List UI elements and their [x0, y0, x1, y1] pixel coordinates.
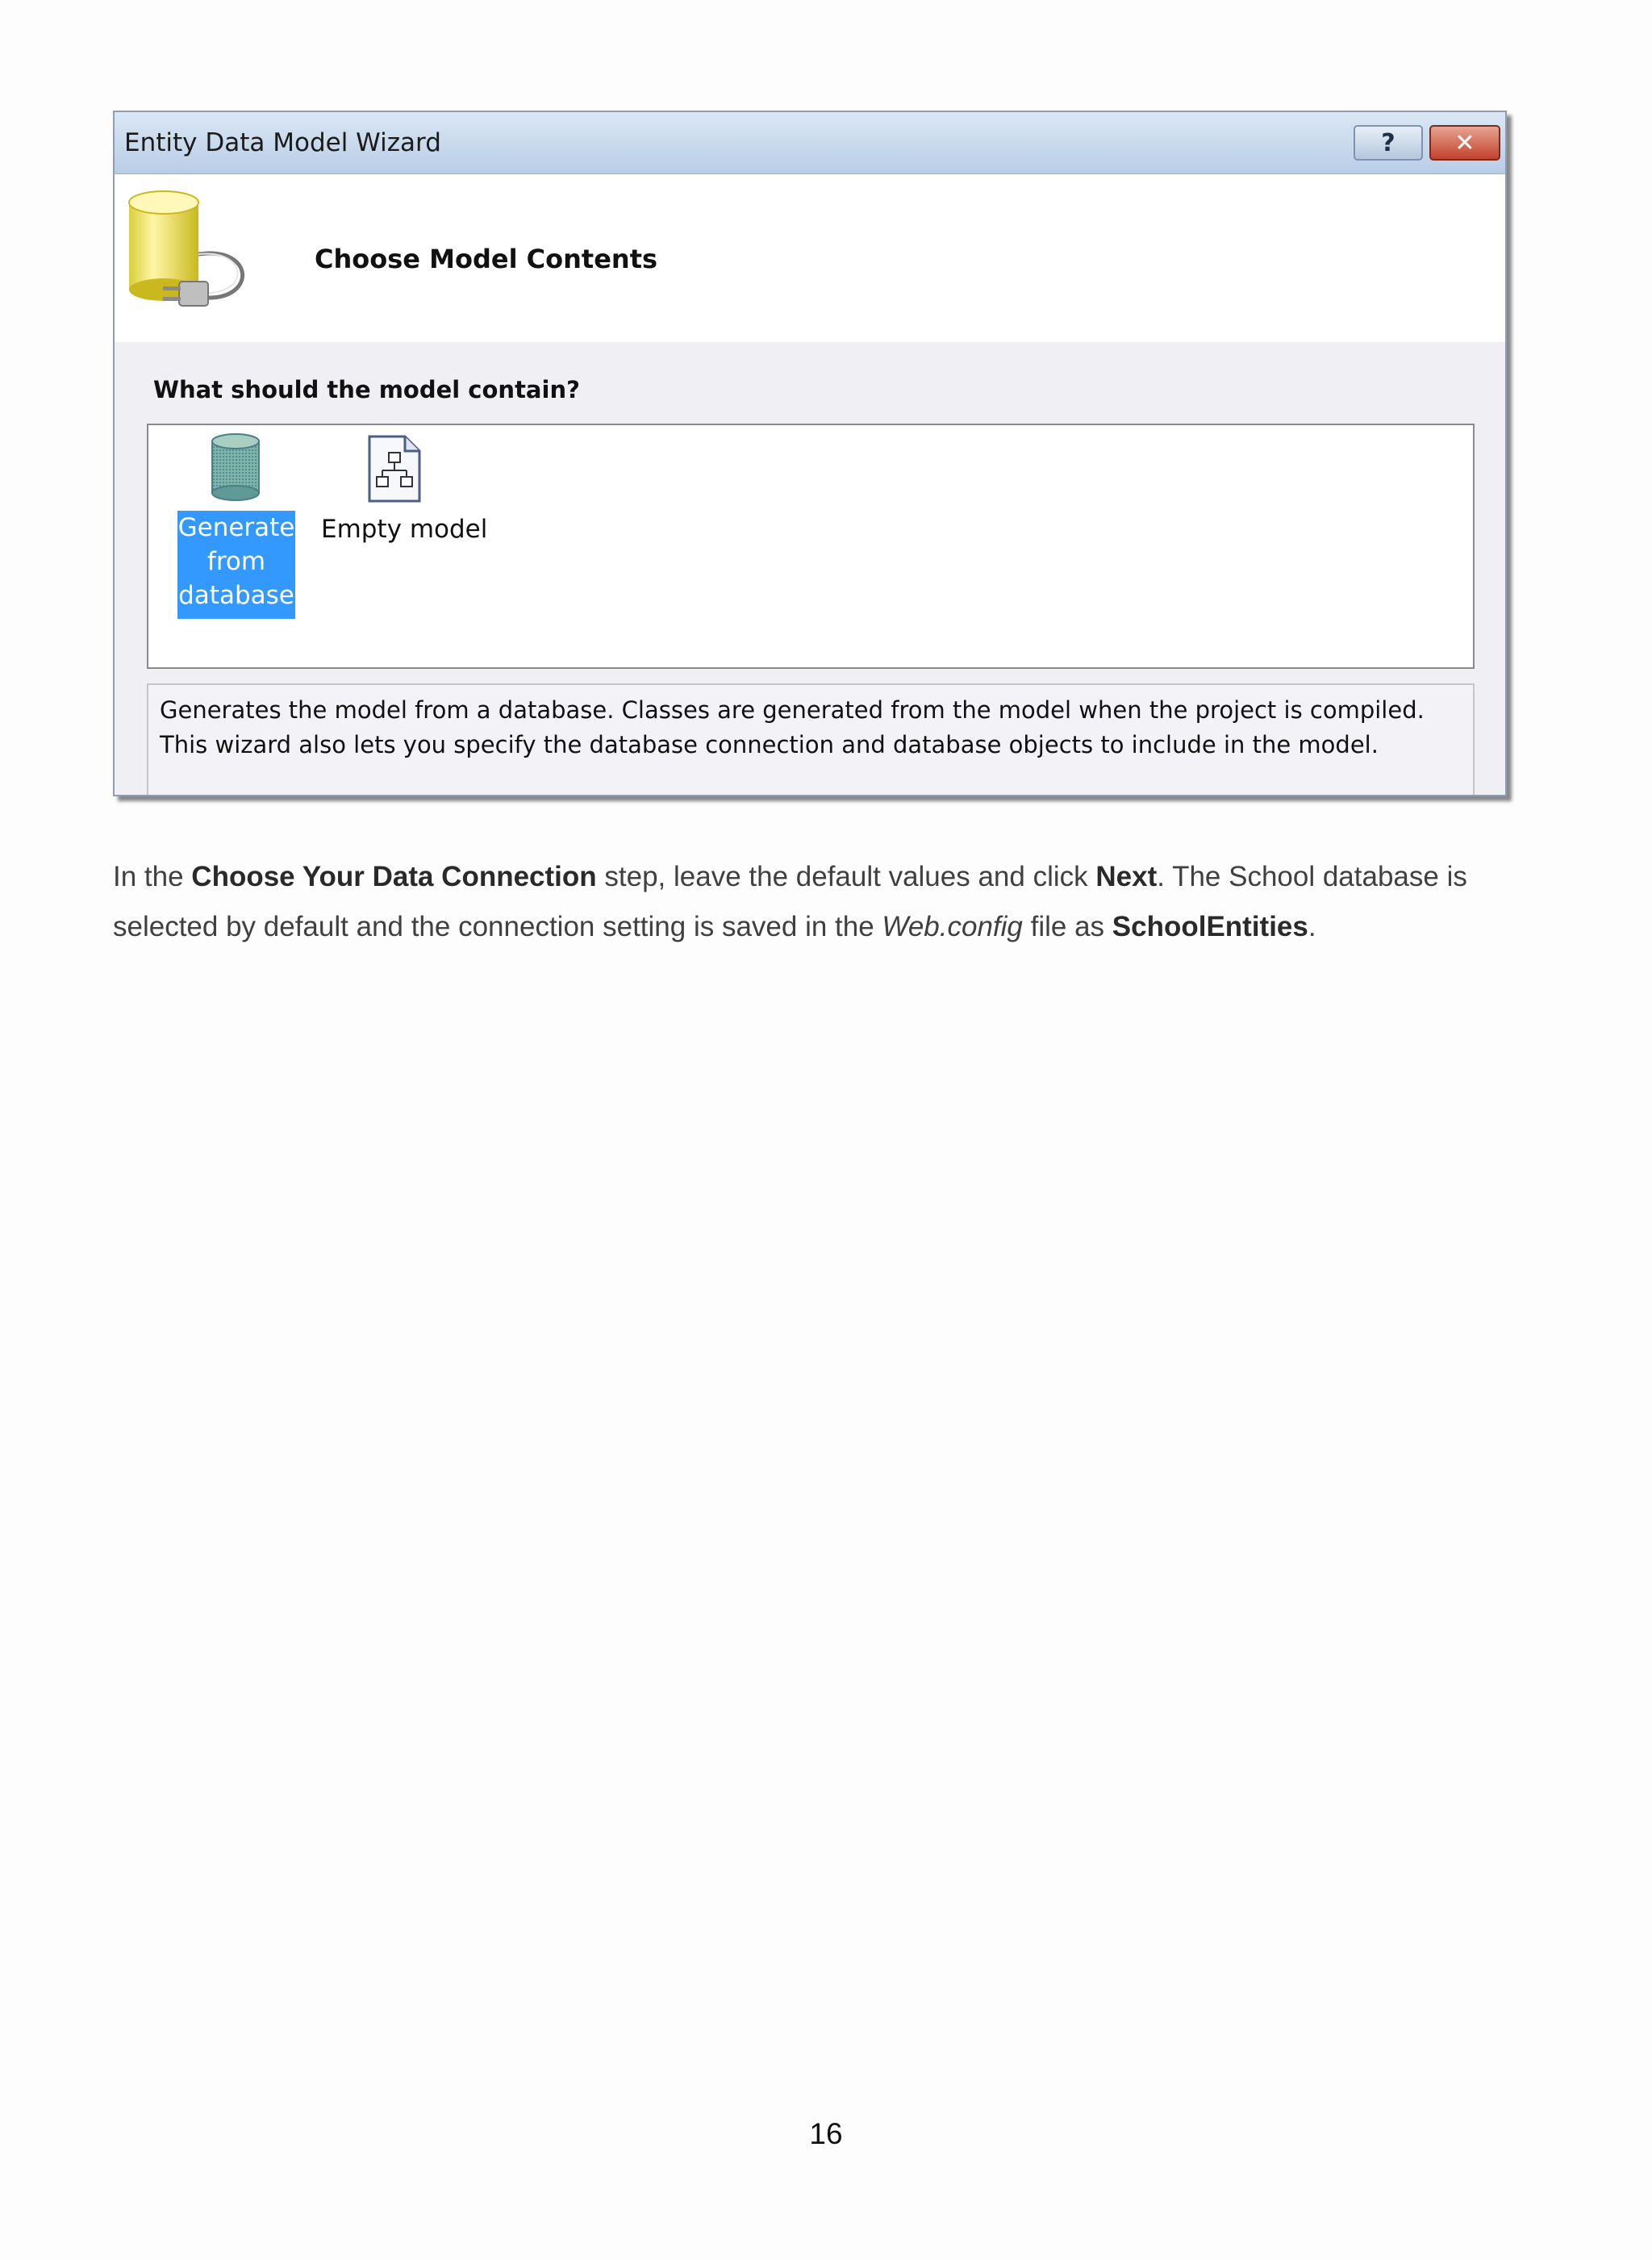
option-label-line: from	[206, 547, 266, 576]
model-options-list	[147, 424, 1475, 669]
page-number: 16	[809, 2117, 843, 2150]
option-label-empty: Empty model	[321, 515, 488, 544]
database-icon	[210, 433, 261, 503]
help-button[interactable]	[1354, 125, 1423, 161]
next-label: Next	[1095, 861, 1158, 892]
text-run: . The School database is selected by default and the connection setting is saved in the	[113, 861, 1467, 942]
wizard-screenshot	[113, 111, 1507, 796]
step-title: Choose Model Contents	[315, 244, 658, 274]
model-diagram-icon	[366, 433, 423, 504]
body-paragraph	[113, 852, 1533, 952]
option-description	[147, 683, 1475, 796]
text-run: .	[1308, 911, 1316, 942]
help-icon: ?	[1381, 128, 1395, 157]
option-label-line: Generate	[177, 513, 295, 542]
option-generate-from-database[interactable]	[177, 433, 295, 622]
option-empty-model[interactable]	[321, 433, 490, 544]
description-line: Generates the model from a database. Classes are generated from the model when the project is compiled.	[160, 696, 1425, 724]
text-run: file as	[1022, 911, 1112, 942]
option-label-generate	[177, 511, 295, 619]
connection-name: SchoolEntities	[1112, 911, 1308, 942]
step-name: Choose Your Data Connection	[191, 861, 597, 892]
window-title: Entity Data Model Wizard	[124, 128, 441, 157]
model-question-label: What should the model contain?	[153, 376, 580, 403]
option-label-line: database	[178, 581, 294, 610]
text-run: step, leave the default values and click	[596, 861, 1096, 892]
close-button[interactable]	[1429, 125, 1500, 161]
database-plug-icon	[126, 190, 263, 312]
description-line: This wizard also lets you specify the database connection and database objects to include in the model.	[160, 731, 1379, 758]
config-file-name: Web.config	[882, 911, 1023, 942]
close-icon: ✕	[1454, 128, 1475, 157]
title-bar	[115, 112, 1505, 174]
text-run: In the	[113, 861, 192, 892]
